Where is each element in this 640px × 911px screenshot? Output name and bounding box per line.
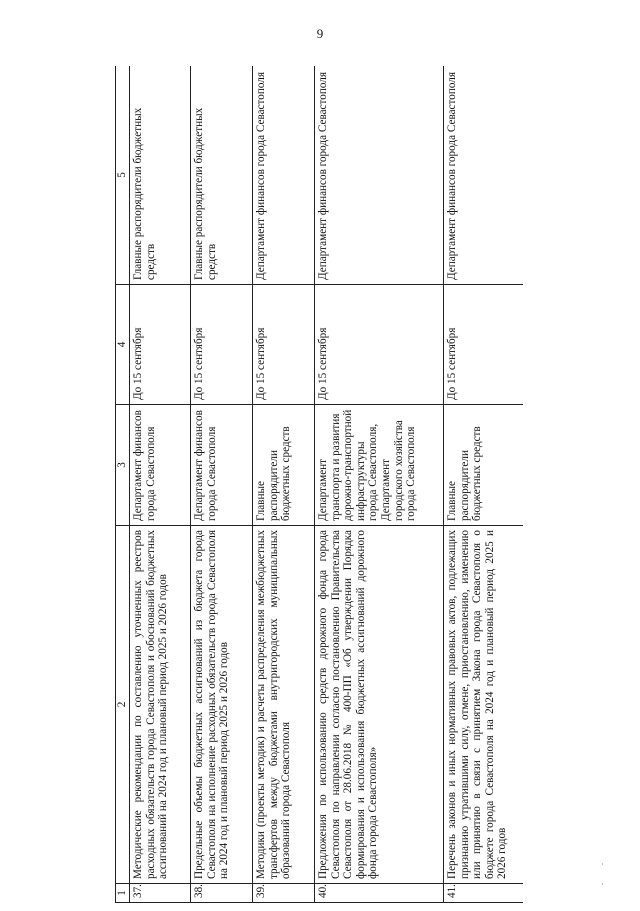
row-responsible: Департамент транспорта и развития дорожно-транспортной инфраструктуры города Севастополя, Департамент городского хозяйства города Севастополя bbox=[315, 405, 444, 526]
header-row bbox=[116, 66, 130, 903]
row-number: 37. bbox=[130, 884, 191, 903]
row-recipient: Департамент финансов города Севастополя bbox=[253, 66, 315, 285]
scan-artifact-mark: · bbox=[601, 860, 604, 869]
schedule-table bbox=[115, 66, 523, 903]
row-recipient: Главные распорядители бюджетных средств bbox=[191, 66, 253, 285]
row-responsible: Главные распорядители бюджетных средств bbox=[253, 405, 315, 526]
row-deadline: До 15 сентября bbox=[444, 285, 524, 405]
table-row bbox=[444, 66, 524, 903]
row-deadline: До 15 сентября bbox=[253, 285, 315, 405]
row-number: 38. bbox=[191, 884, 253, 903]
row-deadline: До 15 сентября bbox=[315, 285, 444, 405]
table-row bbox=[253, 66, 315, 903]
row-deadline: До 15 сентября bbox=[130, 285, 191, 405]
row-description: Предложения по использованию средств дорожного фонда города Севастополя по направлении согласно постановлению Правительства Севастополя от 28.06.2018 № 400-ПП «Об утверждении Порядка формирования и использования бюджетных ассигнований дорожного фонда города Севастополя» bbox=[315, 526, 444, 884]
row-responsible: Главные распорядители бюджетных средств bbox=[444, 405, 524, 526]
row-number: 39. bbox=[253, 884, 315, 903]
scan-artifact-mark: · bbox=[601, 880, 604, 889]
table-row bbox=[315, 66, 444, 903]
rotated-table-container bbox=[115, 66, 523, 903]
header-col-3: 3 bbox=[116, 405, 130, 526]
header-col-1: 1 bbox=[116, 884, 130, 903]
page-number: 9 bbox=[316, 26, 324, 41]
header-col-4: 4 bbox=[116, 285, 130, 405]
table-row bbox=[191, 66, 253, 903]
header-col-2: 2 bbox=[116, 526, 130, 884]
row-deadline: До 15 сентября bbox=[191, 285, 253, 405]
row-description: Методики (проекты методик) и расчеты распределения межбюджетных трансфертов между бюджетами внутригородских муниципальных образований города Севастополя bbox=[253, 526, 315, 884]
row-number: 40. bbox=[315, 884, 444, 903]
row-description: Предельные объемы бюджетных ассигнований из бюджета города Севастополя на исполнение расходных обязательств города Севастополя на 2024 год и плановый период 2025 и 2026 годов bbox=[191, 526, 253, 884]
row-recipient: Департамент финансов города Севастополя bbox=[444, 66, 524, 285]
row-description: Методические рекомендации по составлению уточненных реестров расходных обязательств города Севастополя и обоснований бюджетных ассигнований на 2024 год и плановый период 2025 и 2026 годов bbox=[130, 526, 191, 884]
row-recipient: Департамент финансов города Севастополя bbox=[315, 66, 444, 285]
row-number: 41. bbox=[444, 884, 524, 903]
table-row bbox=[130, 66, 191, 903]
table-rotator bbox=[115, 66, 523, 903]
row-recipient: Главные распорядители бюджетных средств bbox=[130, 66, 191, 285]
row-description: Перечень законов и иных нормативных правовых актов, подлежащих признанию утратившими силу, отмене, приостановлению, изменению или принятию в связи с принятием Закона города Севастополя о бюджете города Севастополя на 2024 год и плановый период 2025 и 2026 годов bbox=[444, 526, 524, 884]
row-responsible: Департамент финансов города Севастополя bbox=[130, 405, 191, 526]
row-responsible: Департамент финансов города Севастополя bbox=[191, 405, 253, 526]
header-col-5: 5 bbox=[116, 66, 130, 285]
